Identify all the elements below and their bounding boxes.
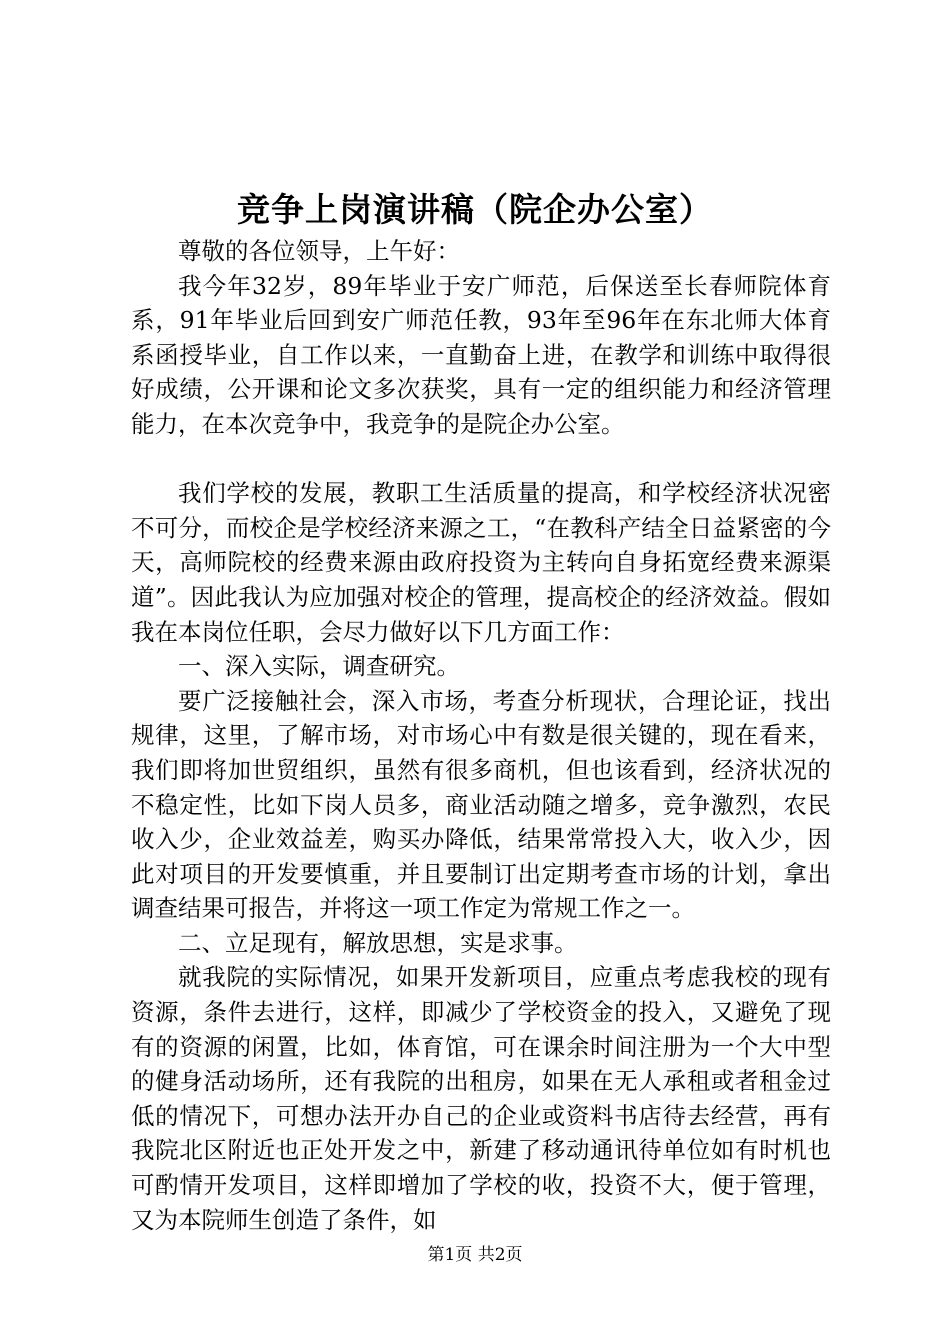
school-development-paragraph: 我们学校的发展，教职工生活质量的提高，和学校经济状况密不可分，而校企是学校经济来源之工，“在教科产结全日益紧密的今天，高师院校的经费来源由政府投资为主转向自身拓宽经费来源渠道”。因此我认为应加强对校企的管理，提高校企的经济效益。假如我在本岗位任职，会尽力做好以下几方面工作： — [131, 479, 831, 646]
paragraph-spacer — [131, 442, 831, 477]
document-body — [131, 234, 831, 1237]
page-number-footer: 第1页 共2页 — [427, 1245, 523, 1265]
existing-resources-paragraph: 就我院的实际情况，如果开发新项目，应重点考虑我校的现有资源，条件去进行，这样，即减少了学校资金的投入，又避免了现有的资源的闲置，比如，体育馆，可在课余时间注册为一个大中型的健身活动场所，还有我院的出租房，如果在无人承租或者租金过低的情况下，可想办法开办自己的企业或资料书店待去经营，再有我院北区附近也正处开发之中，新建了移动通讯待单位如有时机也可酌情开发项目，这样即增加了学校的收，投资不大，便于管理，又为本院师生创造了条件，如 — [131, 963, 831, 1234]
introduction-paragraph: 我今年32岁，89年毕业于安广师范，后保送至长春师院体育系，91年毕业后回到安广师范任教，93年至96年在东北师大体育系函授毕业，自工作以来，一直勤奋上进，在教学和训练中取得很好成绩，公开课和论文多次获奖，具有一定的组织能力和经济管理能力，在本次竞争中，我竞争的是院企办公室。 — [131, 271, 831, 438]
market-research-paragraph: 要广泛接触社会，深入市场，考查分析现状，合理论证，找出规律，这里，了解市场，对市场心中有数是很关键的，现在看来，我们即将加世贸组织，虽然有很多商机，但也该看到，经济状况的不稳定性，比如下岗人员多，商业活动随之增多，竞争激烈，农民收入少，企业效益差，购买办降低，结果常常投入大，收入少，因此对项目的开发要慎重，并且要制订出定期考查市场的计划，拿出调查结果可报告，并将这一项工作定为常规工作之一。 — [131, 686, 831, 923]
greeting-paragraph: 尊敬的各位领导，上午好： — [178, 237, 460, 265]
document-title: 竞争上岗演讲稿（院企办公室） — [237, 190, 713, 229]
section-heading-two: 二、立足现有，解放思想，实是求事。 — [178, 928, 578, 957]
section-heading-one: 一、深入实际，调查研究。 — [178, 652, 460, 681]
